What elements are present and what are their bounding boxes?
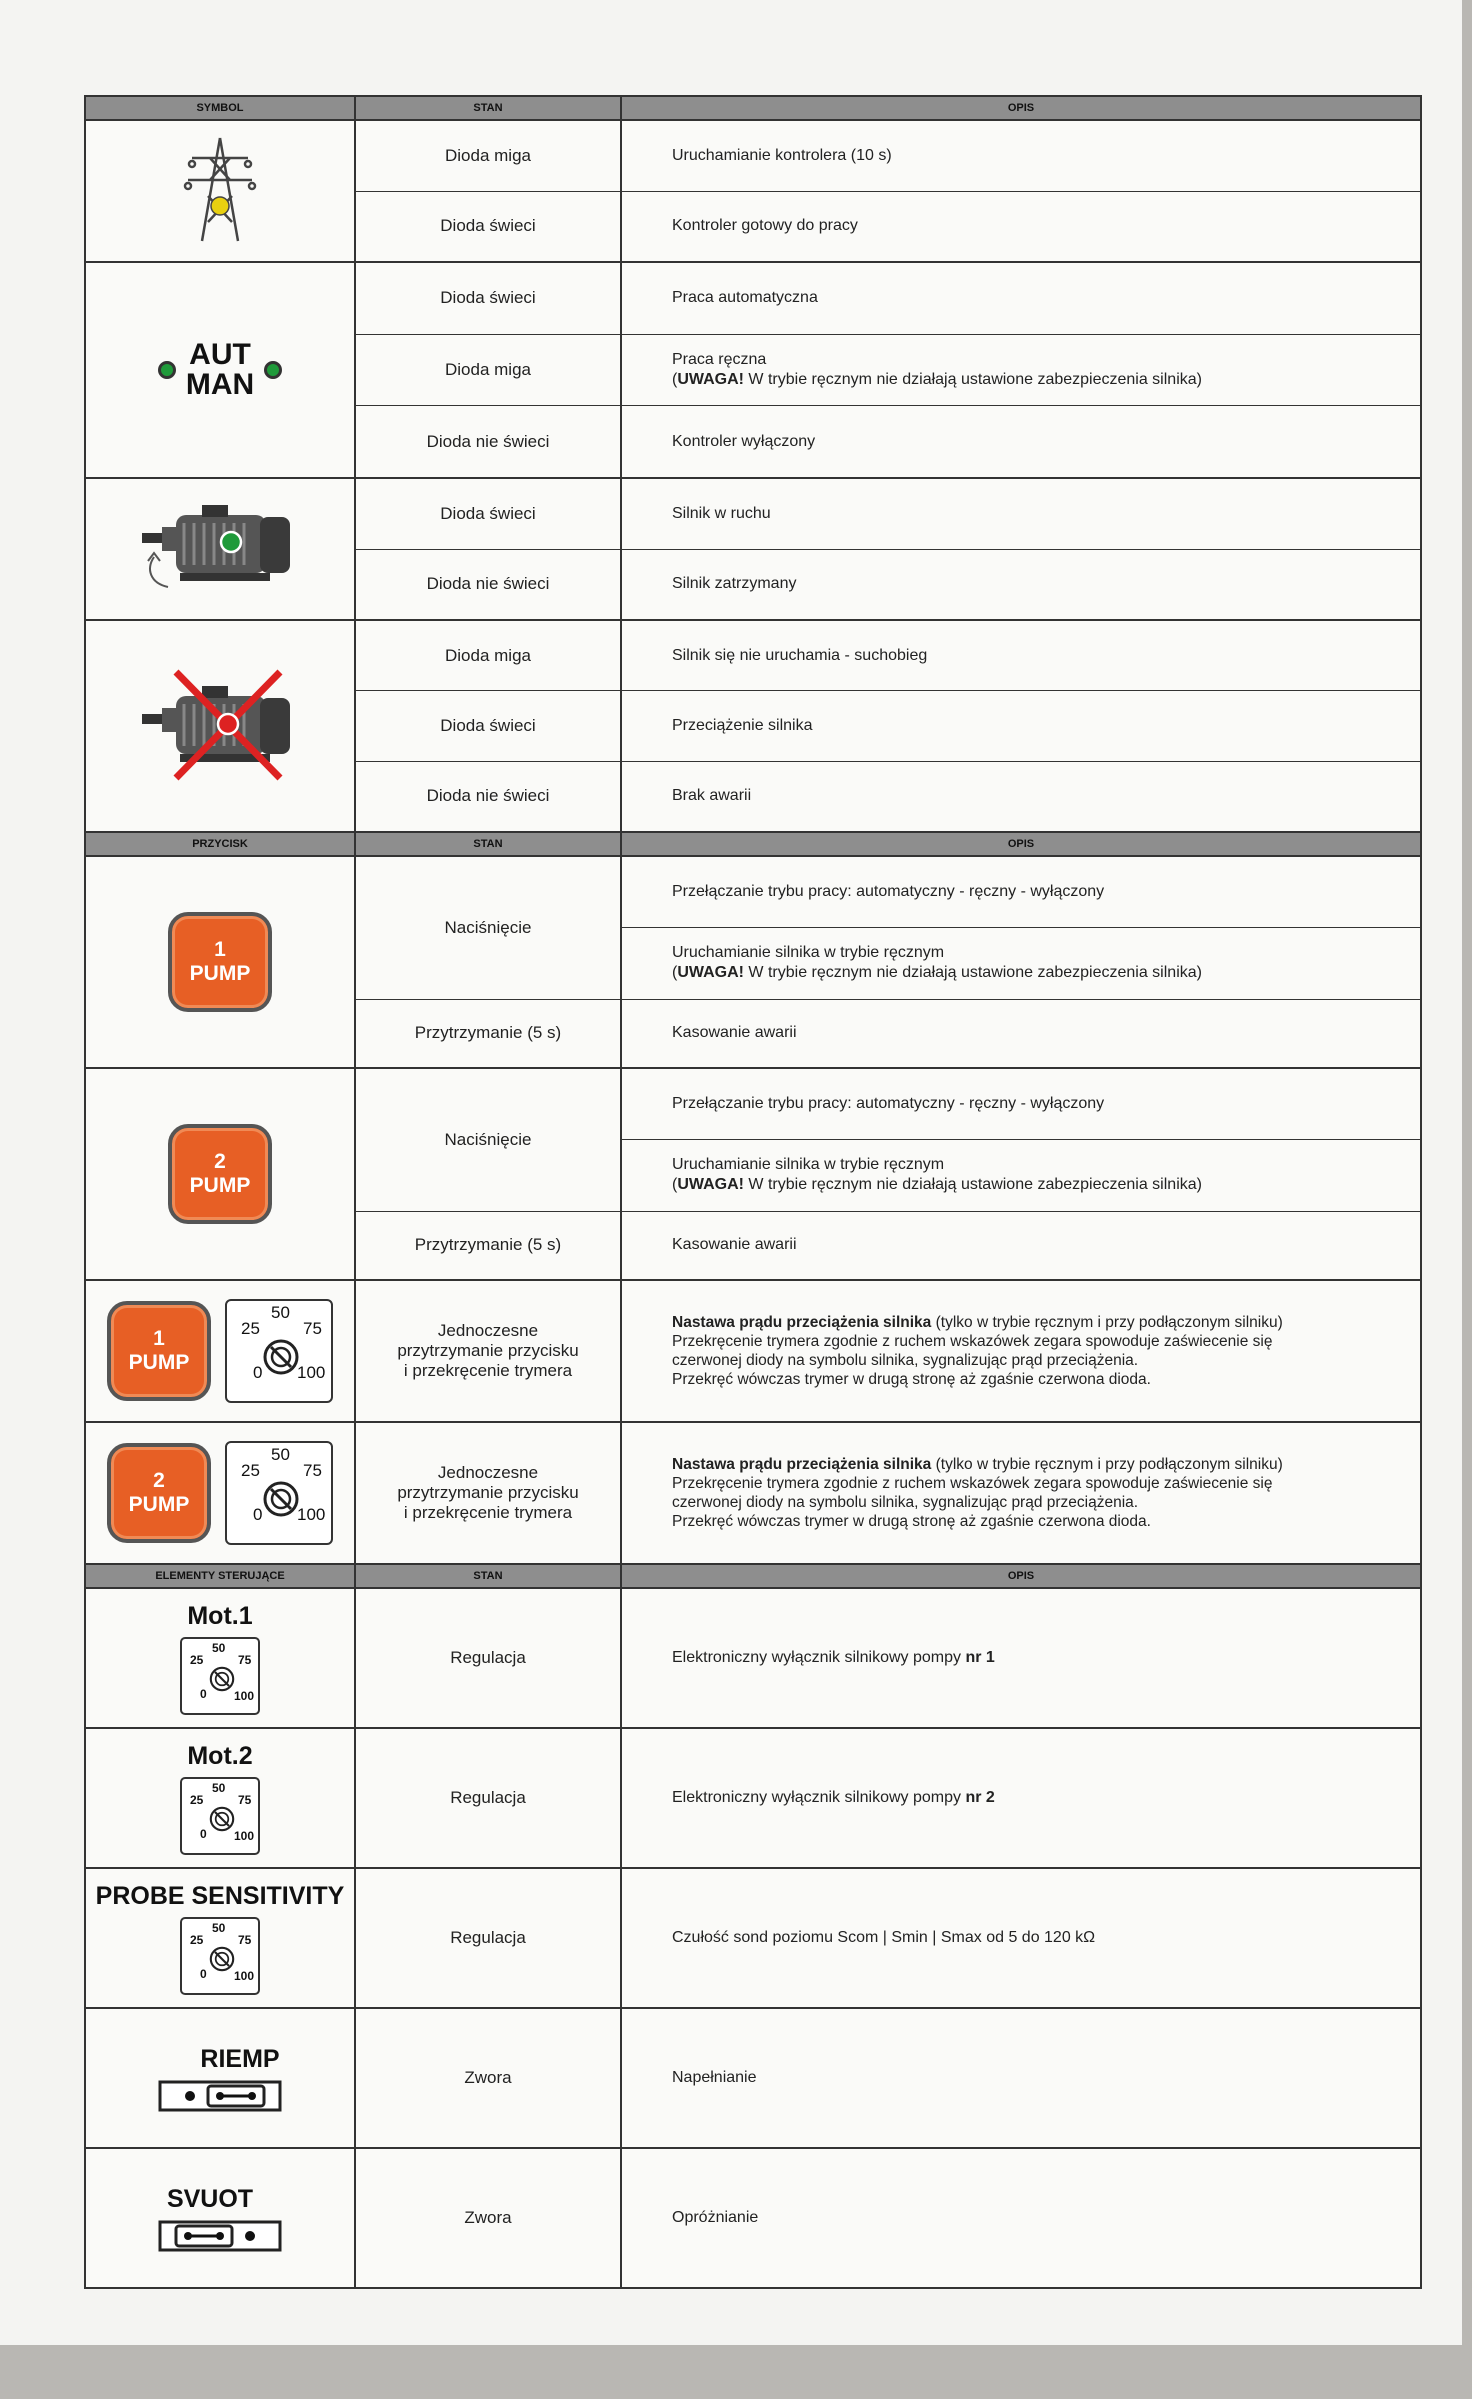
trimmer-icon (180, 1637, 260, 1715)
pump2-button-icon (168, 1124, 272, 1224)
description-stack (622, 1069, 1420, 1211)
header-opis: OPIS (1007, 102, 1035, 114)
table-row (356, 121, 1420, 192)
jumper-icon (158, 2080, 282, 2112)
control-title: SVUOT (166, 2184, 254, 2213)
state-line: i przekręcenie trymera (403, 1503, 573, 1522)
pump-label: PUMP (189, 962, 251, 985)
trim-tick: 50 (271, 1303, 290, 1322)
trim-tick: 25 (190, 1792, 204, 1807)
state-line: Jednoczesne (437, 1463, 539, 1482)
trim-tick: 25 (190, 1932, 204, 1947)
description-text: Silnik się nie uruchamia - suchobieg (672, 646, 928, 664)
table-row (356, 192, 1420, 262)
table-row (356, 263, 1420, 335)
led-green-icon (158, 361, 176, 379)
trimmer-icon (225, 1299, 333, 1403)
header-stan: STAN (356, 1565, 622, 1587)
control-title: Mot.1 (187, 1601, 253, 1630)
state-cell: Zwora (356, 2149, 622, 2287)
header-symbol: SYMBOL (86, 97, 356, 119)
trim-tick: 50 (271, 1445, 290, 1464)
description-text: Przekręć wówczas trymer w drugą stronę aż zgaśnie czerwona dioda. (672, 1513, 1151, 1530)
controls-section-header (86, 1565, 1420, 1589)
led-group-fault (86, 621, 1420, 833)
pump2-trimmer-symbol (86, 1423, 356, 1563)
state-cell: Zwora (356, 2009, 622, 2147)
description-text: Opróżnianie (672, 2209, 759, 2226)
trim-tick: 25 (241, 1319, 260, 1338)
pump2-button-symbol (86, 1069, 356, 1279)
description-text: Czułość sond poziomu Scom | Smin | Smax od 5 do 120 kΩ (672, 1929, 1096, 1946)
table-row (356, 1069, 1420, 1212)
description-cell (622, 1729, 1420, 1867)
pump-number: 1 (153, 1327, 165, 1350)
state-cell: Dioda miga (356, 121, 622, 191)
table-row (356, 479, 1420, 550)
state-cell: Dioda nie świeci (356, 762, 622, 831)
trim-tick: 0 (200, 1686, 207, 1701)
table-row (356, 1281, 1420, 1421)
description-cell (622, 621, 1420, 690)
state-cell: Dioda świeci (356, 192, 622, 262)
header-opis: OPIS (1007, 838, 1035, 850)
description-cell (622, 1140, 1420, 1210)
state-cell: Dioda świeci (356, 691, 622, 760)
description-text: Uruchamianie kontrolera (10 s) (672, 146, 892, 164)
description-cell (622, 1281, 1420, 1421)
header-stan: STAN (356, 97, 622, 119)
description-cell (622, 406, 1420, 477)
table-row (356, 691, 1420, 761)
description-text: Przeciążenie silnika (672, 716, 813, 734)
mot1-symbol (86, 1589, 356, 1727)
table-row (356, 1729, 1420, 1867)
man-label: MAN (185, 368, 255, 401)
trim-tick: 25 (190, 1652, 204, 1667)
description-text: Brak awarii (672, 787, 752, 805)
pump-label: PUMP (128, 1493, 190, 1516)
description-text: Przekręcenie trymera zgodnie z ruchem wskazówek zegara spowoduje zaświecenie się (672, 1333, 1273, 1350)
description-cell (622, 857, 1420, 928)
combo-title: Nastawa prądu przeciążenia silnika (672, 1314, 932, 1331)
description-text: Kasowanie awarii (672, 1024, 797, 1042)
trim-tick: 0 (253, 1505, 263, 1524)
trim-tick: 75 (303, 1461, 322, 1480)
warning-note (672, 1175, 1370, 1195)
state-cell: Dioda świeci (356, 263, 622, 334)
combo-title-line (672, 1455, 1400, 1474)
led-group-power (86, 121, 1420, 263)
trim-tick: 50 (212, 1780, 226, 1795)
pump-label: PUMP (189, 1174, 251, 1197)
pump2-button-icon (107, 1443, 211, 1543)
led-group-mode (86, 263, 1420, 479)
svuot-symbol (86, 2149, 356, 2287)
warning-note: (UWAGA! W trybie ręcznym nie działają ustawione zabezpieczenia silnika) (672, 371, 1202, 388)
table-row (356, 335, 1420, 407)
trimmer-icon (180, 1917, 260, 1995)
table-row (356, 1000, 1420, 1067)
trim-tick: 0 (253, 1363, 263, 1382)
description-text: czerwonej diody na symbolu silnika, sygnalizując prąd przeciążenia. (672, 1352, 1139, 1369)
control-title: RIEMP (200, 2044, 280, 2073)
trim-tick: 50 (212, 1640, 226, 1655)
table-row (356, 1869, 1420, 2007)
paren-open: ( (672, 964, 678, 982)
button-group-pump2 (86, 1069, 1420, 1281)
warning-text: W trybie ręcznym nie działają ustawione zabezpieczenia silnika) (743, 964, 1202, 982)
description-text: Elektroniczny wyłącznik silnikowy pompy (672, 1649, 966, 1666)
pump-number-bold: nr 1 (965, 1649, 995, 1666)
buttons-section-header (86, 833, 1420, 857)
trimmer-icon (180, 1777, 260, 1855)
state-cell: Dioda miga (356, 621, 622, 690)
warning-text: W trybie ręcznym nie działają ustawione zabezpieczenia silnika) (743, 1176, 1202, 1194)
state-cell: Naciśnięcie (356, 1069, 622, 1211)
trim-tick: 75 (238, 1792, 252, 1807)
header-przycisk: PRZYCISK (86, 833, 356, 855)
description-cell (622, 192, 1420, 262)
table-row (356, 857, 1420, 1000)
trim-tick: 75 (238, 1932, 252, 1947)
trim-tick: 25 (241, 1461, 260, 1480)
trim-tick: 100 (234, 1968, 255, 1983)
trim-tick: 0 (200, 1966, 207, 1981)
description-line (672, 1648, 1370, 1668)
pump-label: PUMP (128, 1351, 190, 1374)
table-row (356, 762, 1420, 831)
warning-note (672, 963, 1370, 983)
description-text: Silnik zatrzymany (672, 575, 797, 593)
description-cell (622, 1212, 1420, 1279)
warning-label: UWAGA! (677, 371, 744, 388)
description-cell (622, 1589, 1420, 1727)
warning-label: UWAGA! (677, 964, 744, 982)
combo-row-pump2 (86, 1423, 1420, 1565)
trim-tick: 100 (234, 1828, 255, 1843)
trim-tick: 100 (297, 1505, 326, 1524)
description-text: Przekręcenie trymera zgodnie z ruchem wskazówek zegara spowoduje zaświecenie się (672, 1475, 1273, 1492)
description-text: Kasowanie awarii (672, 1236, 797, 1254)
trim-tick: 50 (212, 1920, 226, 1935)
description-text: Elektroniczny wyłącznik silnikowy pompy (672, 1789, 966, 1806)
combo-title-rest: (tylko w trybie ręcznym i przy podłączonym silniku) (931, 1314, 1283, 1331)
description-cell (622, 928, 1420, 998)
state-cell: Przytrzymanie (5 s) (356, 1000, 622, 1067)
description-text: Przełączanie trybu pracy: automatyczny - ręczny - wyłączony (672, 883, 1105, 901)
description-cell (622, 121, 1420, 191)
trim-tick: 75 (303, 1319, 322, 1338)
description-text: Kontroler wyłączony (672, 432, 816, 450)
table-row (356, 1423, 1420, 1563)
state-cell: Regulacja (356, 1729, 622, 1867)
led-group-motor (86, 479, 1420, 621)
led-green-icon (264, 361, 282, 379)
paren-open: ( (672, 1176, 678, 1194)
state-cell: Przytrzymanie (5 s) (356, 1212, 622, 1279)
probe-symbol (86, 1869, 356, 2007)
table-row (356, 406, 1420, 477)
description-cell (622, 263, 1420, 334)
description-stack (622, 857, 1420, 999)
trim-tick: 100 (234, 1688, 255, 1703)
table-row (356, 2009, 1420, 2147)
trim-tick: 0 (200, 1826, 207, 1841)
header-opis: OPIS (1007, 1570, 1035, 1582)
combo-row-pump1 (86, 1281, 1420, 1423)
state-line: przytrzymanie przycisku (397, 1341, 579, 1360)
description-text: Uruchamianie silnika w trybie ręcznym (672, 1156, 945, 1174)
description-text: Kontroler gotowy do pracy (672, 217, 858, 235)
control-row-svuot (86, 2149, 1420, 2287)
motor-fault-icon (86, 621, 356, 831)
control-row-riemp (86, 2009, 1420, 2149)
aut-label: AUT (189, 338, 251, 371)
description-cell (622, 1423, 1420, 1563)
state-line: przytrzymanie przycisku (397, 1483, 579, 1502)
motor-icon (86, 479, 356, 619)
state-cell: Naciśnięcie (356, 857, 622, 999)
button-group-pump1 (86, 857, 1420, 1069)
description-cell (622, 691, 1420, 760)
state-cell: Dioda nie świeci (356, 550, 622, 620)
description-text: Uruchamianie silnika w trybie ręcznym (672, 944, 945, 962)
description-cell (622, 1069, 1420, 1140)
state-cell: Dioda miga (356, 335, 622, 406)
table-row (356, 2149, 1420, 2287)
pump-number-bold: nr 2 (965, 1789, 995, 1806)
header-stan: STAN (356, 833, 622, 855)
state-cell: Regulacja (356, 1589, 622, 1727)
table-row (356, 550, 1420, 620)
combo-title: Nastawa prądu przeciążenia silnika (672, 1456, 932, 1473)
description-cell (622, 2149, 1420, 2287)
state-cell (356, 1423, 622, 1563)
led-section-header (86, 97, 1420, 121)
mot2-symbol (86, 1729, 356, 1867)
description-cell (622, 762, 1420, 831)
description-cell (622, 1000, 1420, 1067)
trim-tick: 100 (297, 1363, 326, 1382)
pump1-trimmer-symbol (86, 1281, 356, 1421)
table-row (356, 1212, 1420, 1279)
description-text: czerwonej diody na symbolu silnika, sygnalizując prąd przeciążenia. (672, 1494, 1139, 1511)
pump1-button-symbol (86, 857, 356, 1067)
power-tower-icon (86, 121, 356, 261)
state-cell (356, 1281, 622, 1421)
pump-number: 2 (214, 1150, 226, 1173)
description-text: Napełnianie (672, 2069, 757, 2086)
state-cell: Dioda nie świeci (356, 406, 622, 477)
pump-number: 2 (153, 1469, 165, 1492)
header-elementy: ELEMENTY STERUJĄCE (86, 1565, 356, 1587)
pump1-button-icon (168, 912, 272, 1012)
description-cell (622, 550, 1420, 620)
warning-text: W trybie ręcznym nie działają ustawione zabezpieczenia silnika) (743, 371, 1202, 388)
description-text: Praca ręczna (672, 351, 767, 368)
description-text: Przełączanie trybu pracy: automatyczny - ręczny - wyłączony (672, 1095, 1105, 1113)
state-cell: Dioda świeci (356, 479, 622, 549)
state-line: i przekręcenie trymera (403, 1361, 573, 1380)
trim-tick: 75 (238, 1652, 252, 1667)
controller-legend-table (84, 95, 1422, 2289)
combo-title-line (672, 1313, 1400, 1332)
warning-label: UWAGA! (677, 1176, 744, 1194)
description-cell (622, 1869, 1420, 2007)
jumper-icon (158, 2220, 282, 2252)
description-text: Praca automatyczna (672, 289, 818, 307)
description-text: Silnik w ruchu (672, 504, 771, 522)
description-line (672, 1788, 1370, 1808)
control-row-mot2 (86, 1729, 1420, 1869)
description-text: Przekręć wówczas trymer w drugą stronę aż zgaśnie czerwona dioda. (672, 1371, 1151, 1388)
control-title: Mot.2 (187, 1741, 253, 1770)
control-title: PROBE SENSITIVITY (95, 1881, 345, 1910)
combo-title-rest: (tylko w trybie ręcznym i przy podłączonym silniku) (931, 1456, 1283, 1473)
aut-man-symbol (86, 263, 356, 477)
description-cell (622, 2009, 1420, 2147)
pump-number: 1 (214, 938, 226, 961)
control-row-mot1 (86, 1589, 1420, 1729)
riemp-symbol (86, 2009, 356, 2147)
description-cell (622, 335, 1420, 406)
state-line: Jednoczesne (437, 1321, 539, 1340)
control-row-probe (86, 1869, 1420, 2009)
state-cell: Regulacja (356, 1869, 622, 2007)
table-row (356, 621, 1420, 691)
trimmer-icon (225, 1441, 333, 1545)
table-row (356, 1589, 1420, 1727)
pump1-button-icon (107, 1301, 211, 1401)
description-cell (622, 479, 1420, 549)
